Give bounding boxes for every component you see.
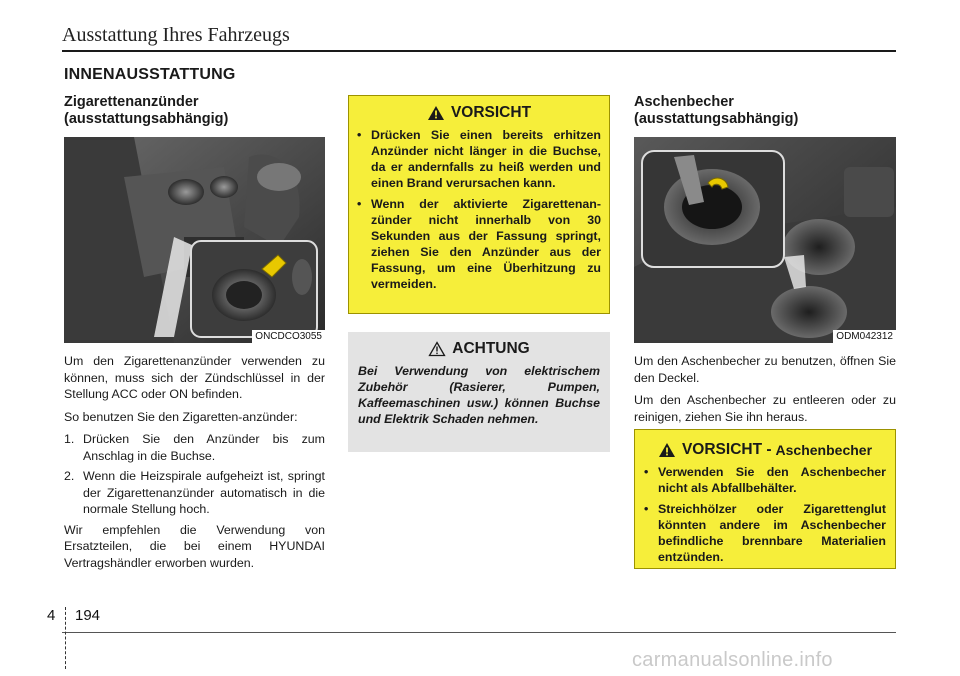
lighter-paragraph-1: Um den Zigarettenanzünder verwenden zu können, muss sich der Zündschlüssel in der Stellung ACC oder ON befinden.	[64, 354, 325, 401]
warning-triangle-icon	[427, 105, 445, 121]
caution-title: VORSICHT -	[681, 441, 772, 458]
ashtray-paragraph-2: Um den Aschenbecher zu entleeren oder zu reinigen, ziehen Sie ihn heraus.	[634, 393, 896, 424]
caution-box-lighter	[348, 95, 610, 314]
lighter-body	[64, 353, 325, 571]
page-number: 194	[75, 607, 101, 624]
lighter-step	[64, 431, 325, 464]
section-title: INNENAUSSTATTUNG	[64, 66, 236, 83]
lighter-heading-line2: (ausstattungsabhängig)	[64, 111, 229, 127]
step-text: Wenn die Heizspirale aufgeheizt ist, springt der Zigarettenanzünder automatisch in die normale Stellung hoch.	[83, 469, 325, 516]
caution-subtitle: Aschenbecher	[775, 442, 873, 458]
lighter-column	[64, 94, 325, 577]
lighter-heading-line1: Zigarettenanzünder	[64, 94, 199, 110]
ashtray-heading-line2: (ausstattungsabhängig)	[634, 111, 799, 127]
lighter-photo	[64, 137, 325, 343]
lighter-image-code: ONCDCO3055	[252, 330, 325, 343]
lighter-heading	[64, 94, 325, 128]
ashtray-illustration	[634, 137, 896, 343]
ashtray-paragraph-1: Um den Aschenbecher zu benutzen, öffnen Sie den Deckel.	[634, 354, 896, 385]
step-number: 1.	[64, 432, 75, 446]
caution-list	[644, 464, 886, 565]
caution-item: • Wenn der aktivierte Zigarettenan-zünder nicht innerhalb von 30 Sekunden aus der Fassung springt, ziehen Sie den Anzünder aus der Fassung, um eine Überhitzung zu vermeiden.	[357, 197, 601, 291]
caution-item-text: Verwenden Sie den Aschenbecher nicht als Abfallbehälter.	[658, 465, 886, 495]
caution-item-text: Drücken Sie einen bereits erhitzen Anzünder nicht länger in die Buchse, da er andernfalls zu heiß werden und einen Brand verursachen kann.	[371, 128, 601, 190]
header-rule	[62, 50, 896, 52]
ashtray-column	[634, 94, 896, 431]
watermark: carmanualsonline.info	[632, 649, 833, 671]
ashtray-body	[634, 353, 896, 425]
caution-box-ashtray	[634, 429, 896, 569]
warning-outline-triangle-icon	[428, 341, 446, 357]
warning-triangle-icon	[658, 442, 676, 458]
notice-text: Bei Verwendung von elektrischem Zubehör (Rasierer, Pumpen, Kaffeemaschinen usw.) können Buchse und Elektrik Schaden nehmen.	[358, 364, 600, 426]
lighter-illustration	[64, 137, 325, 343]
caution-item: • Drücken Sie einen bereits erhitzen Anzünder nicht länger in die Buchse, da er andernfalls zu heiß werden und einen Brand verursachen kann.	[357, 128, 601, 190]
notice-title: ACHTUNG	[452, 340, 530, 357]
caution-item: • Verwenden Sie den Aschenbecher nicht als Abfallbehälter.	[644, 465, 886, 495]
lighter-paragraph-3: Wir empfehlen die Verwendung von Ersatzteilen, die bei einem HYUNDAI Vertragshändler erworben wurden.	[64, 522, 325, 570]
caution-title: VORSICHT	[450, 104, 532, 121]
footer-separator	[65, 607, 67, 669]
caution-item: • Streichhölzer oder Zigarettenglut könnten andere im Aschenbecher befindliche brennbare Materialien entzünden.	[644, 502, 886, 564]
chapter-number: 4	[47, 607, 56, 624]
step-text: Drücken Sie den Anzünder bis zum Anschlag in die Buchse.	[83, 432, 325, 463]
notice-box	[348, 332, 610, 452]
ashtray-image-code: ODM042312	[833, 330, 896, 343]
caution-header	[357, 104, 601, 122]
lighter-paragraph-2: So benutzen Sie den Zigaretten-anzünder:	[64, 409, 298, 424]
caution-header	[644, 441, 886, 459]
step-number: 2.	[64, 469, 75, 483]
lighter-step	[64, 468, 325, 518]
footer-rule	[62, 632, 896, 633]
caution-item-text: Streichhölzer oder Zigarettenglut könnten andere im Aschenbecher befindliche brennbare Materialien entzünden.	[658, 502, 886, 564]
caution-list	[357, 127, 601, 292]
caution-item-text: Wenn der aktivierte Zigarettenan-zünder nicht innerhalb von 30 Sekunden aus der Fassung springt, ziehen Sie den Anzünder aus der Fassung, um eine Überhitzung zu vermeiden.	[371, 197, 601, 291]
ashtray-photo	[634, 137, 896, 343]
ashtray-heading	[634, 94, 896, 128]
running-header: Ausstattung Ihres Fahrzeugs	[62, 24, 290, 46]
notice-header	[358, 340, 600, 358]
ashtray-heading-line1: Aschenbecher	[634, 94, 734, 110]
